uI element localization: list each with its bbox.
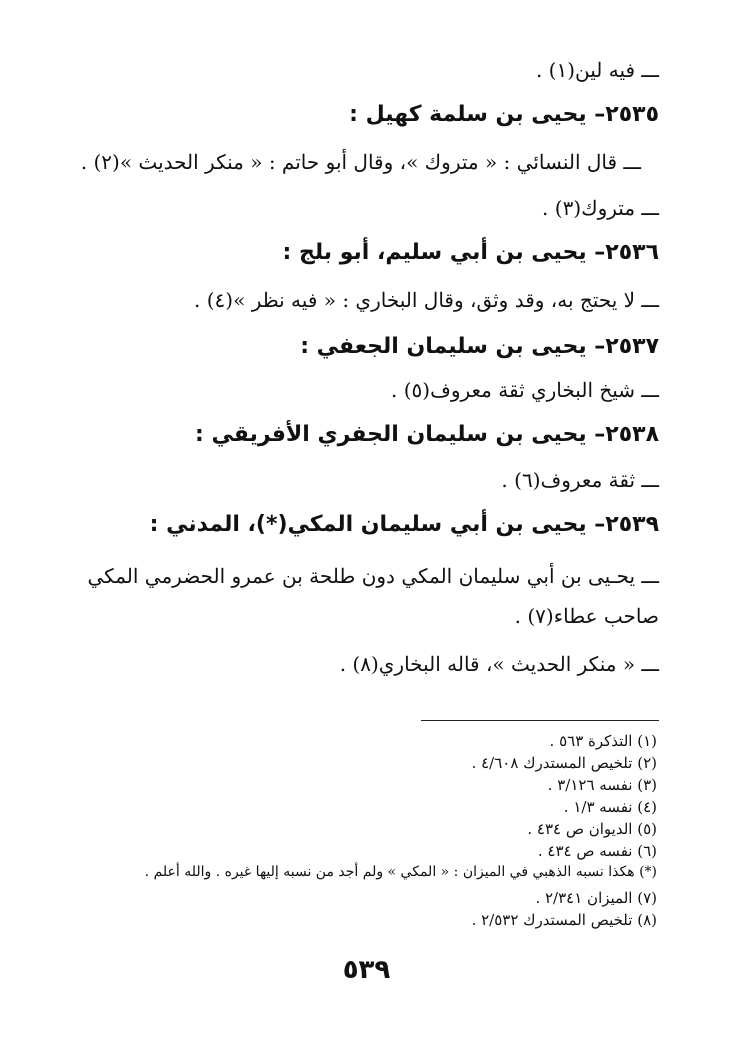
footnote-separator (421, 720, 659, 721)
entry-heading-2536: ٢٥٣٦– يحيى بن أبي سليم، أبو بلج : (282, 240, 659, 265)
footnote: (٤) نفسه ١/٣ . (563, 798, 657, 816)
text-line: ـــ متروك(٣) . (542, 196, 659, 220)
footnote: (٧) الميزان ٢/٣٤١ . (535, 889, 657, 907)
text-line: ـــ يحـيى بن أبي سليمان المكي دون طلحة بن عمرو الحضرمي المكي (87, 564, 659, 588)
entry-heading-2538: ٢٥٣٨– يحيى بن سليمان الجفري الأفريقي : (195, 422, 659, 447)
text-line: صاحب عطاء(٧) . (514, 604, 659, 628)
text-line: ـــ شيخ البخاري ثقة معروف(٥) . (391, 378, 659, 402)
entry-heading-2535: ٢٥٣٥– يحيى بن سلمة كهيل : (349, 102, 659, 127)
text-line: ـــ ثقة معروف(٦) . (501, 468, 659, 492)
entry-heading-2539: ٢٥٣٩– يحيى بن أبي سليمان المكي(*)، المدني : (149, 512, 659, 537)
footnote: (٨) تلخيص المستدرك ٢/٥٣٢ . (471, 911, 657, 929)
footnote: (٢) تلخيص المستدرك ٤/٦٠٨ . (471, 754, 657, 772)
footnote: (٣) نفسه ٣/١٢٦ . (547, 776, 657, 794)
footnote: (٥) الديوان ص ٤٣٤ . (527, 820, 657, 838)
footnote-asterisk: (*) هكذا نسبه الذهبي في الميزان : « المكي » ولم أجد من نسبه إليها غيره . والله أعلم . (144, 864, 657, 880)
text-line: ـــ « منكر الحديث »، قاله البخاري(٨) . (339, 652, 659, 676)
text-line: ـــ فيه لين(١) . (535, 58, 659, 82)
footnote: (١) التذكرة ٥٦٣ . (549, 732, 657, 750)
entry-heading-2537: ٢٥٣٧– يحيى بن سليمان الجعفي : (300, 334, 659, 359)
footnote: (٦) نفسه ص ٤٣٤ . (537, 842, 657, 860)
page-number: ٥٣٩ (342, 955, 391, 985)
text-line: ـــ قال النسائي : « متروك »، وقال أبو حاتم : « منكر الحديث »(٢) . (80, 150, 641, 174)
text-line: ـــ لا يحتج به، وقد وثق، وقال البخاري : « فيه نظر »(٤) . (194, 288, 659, 312)
